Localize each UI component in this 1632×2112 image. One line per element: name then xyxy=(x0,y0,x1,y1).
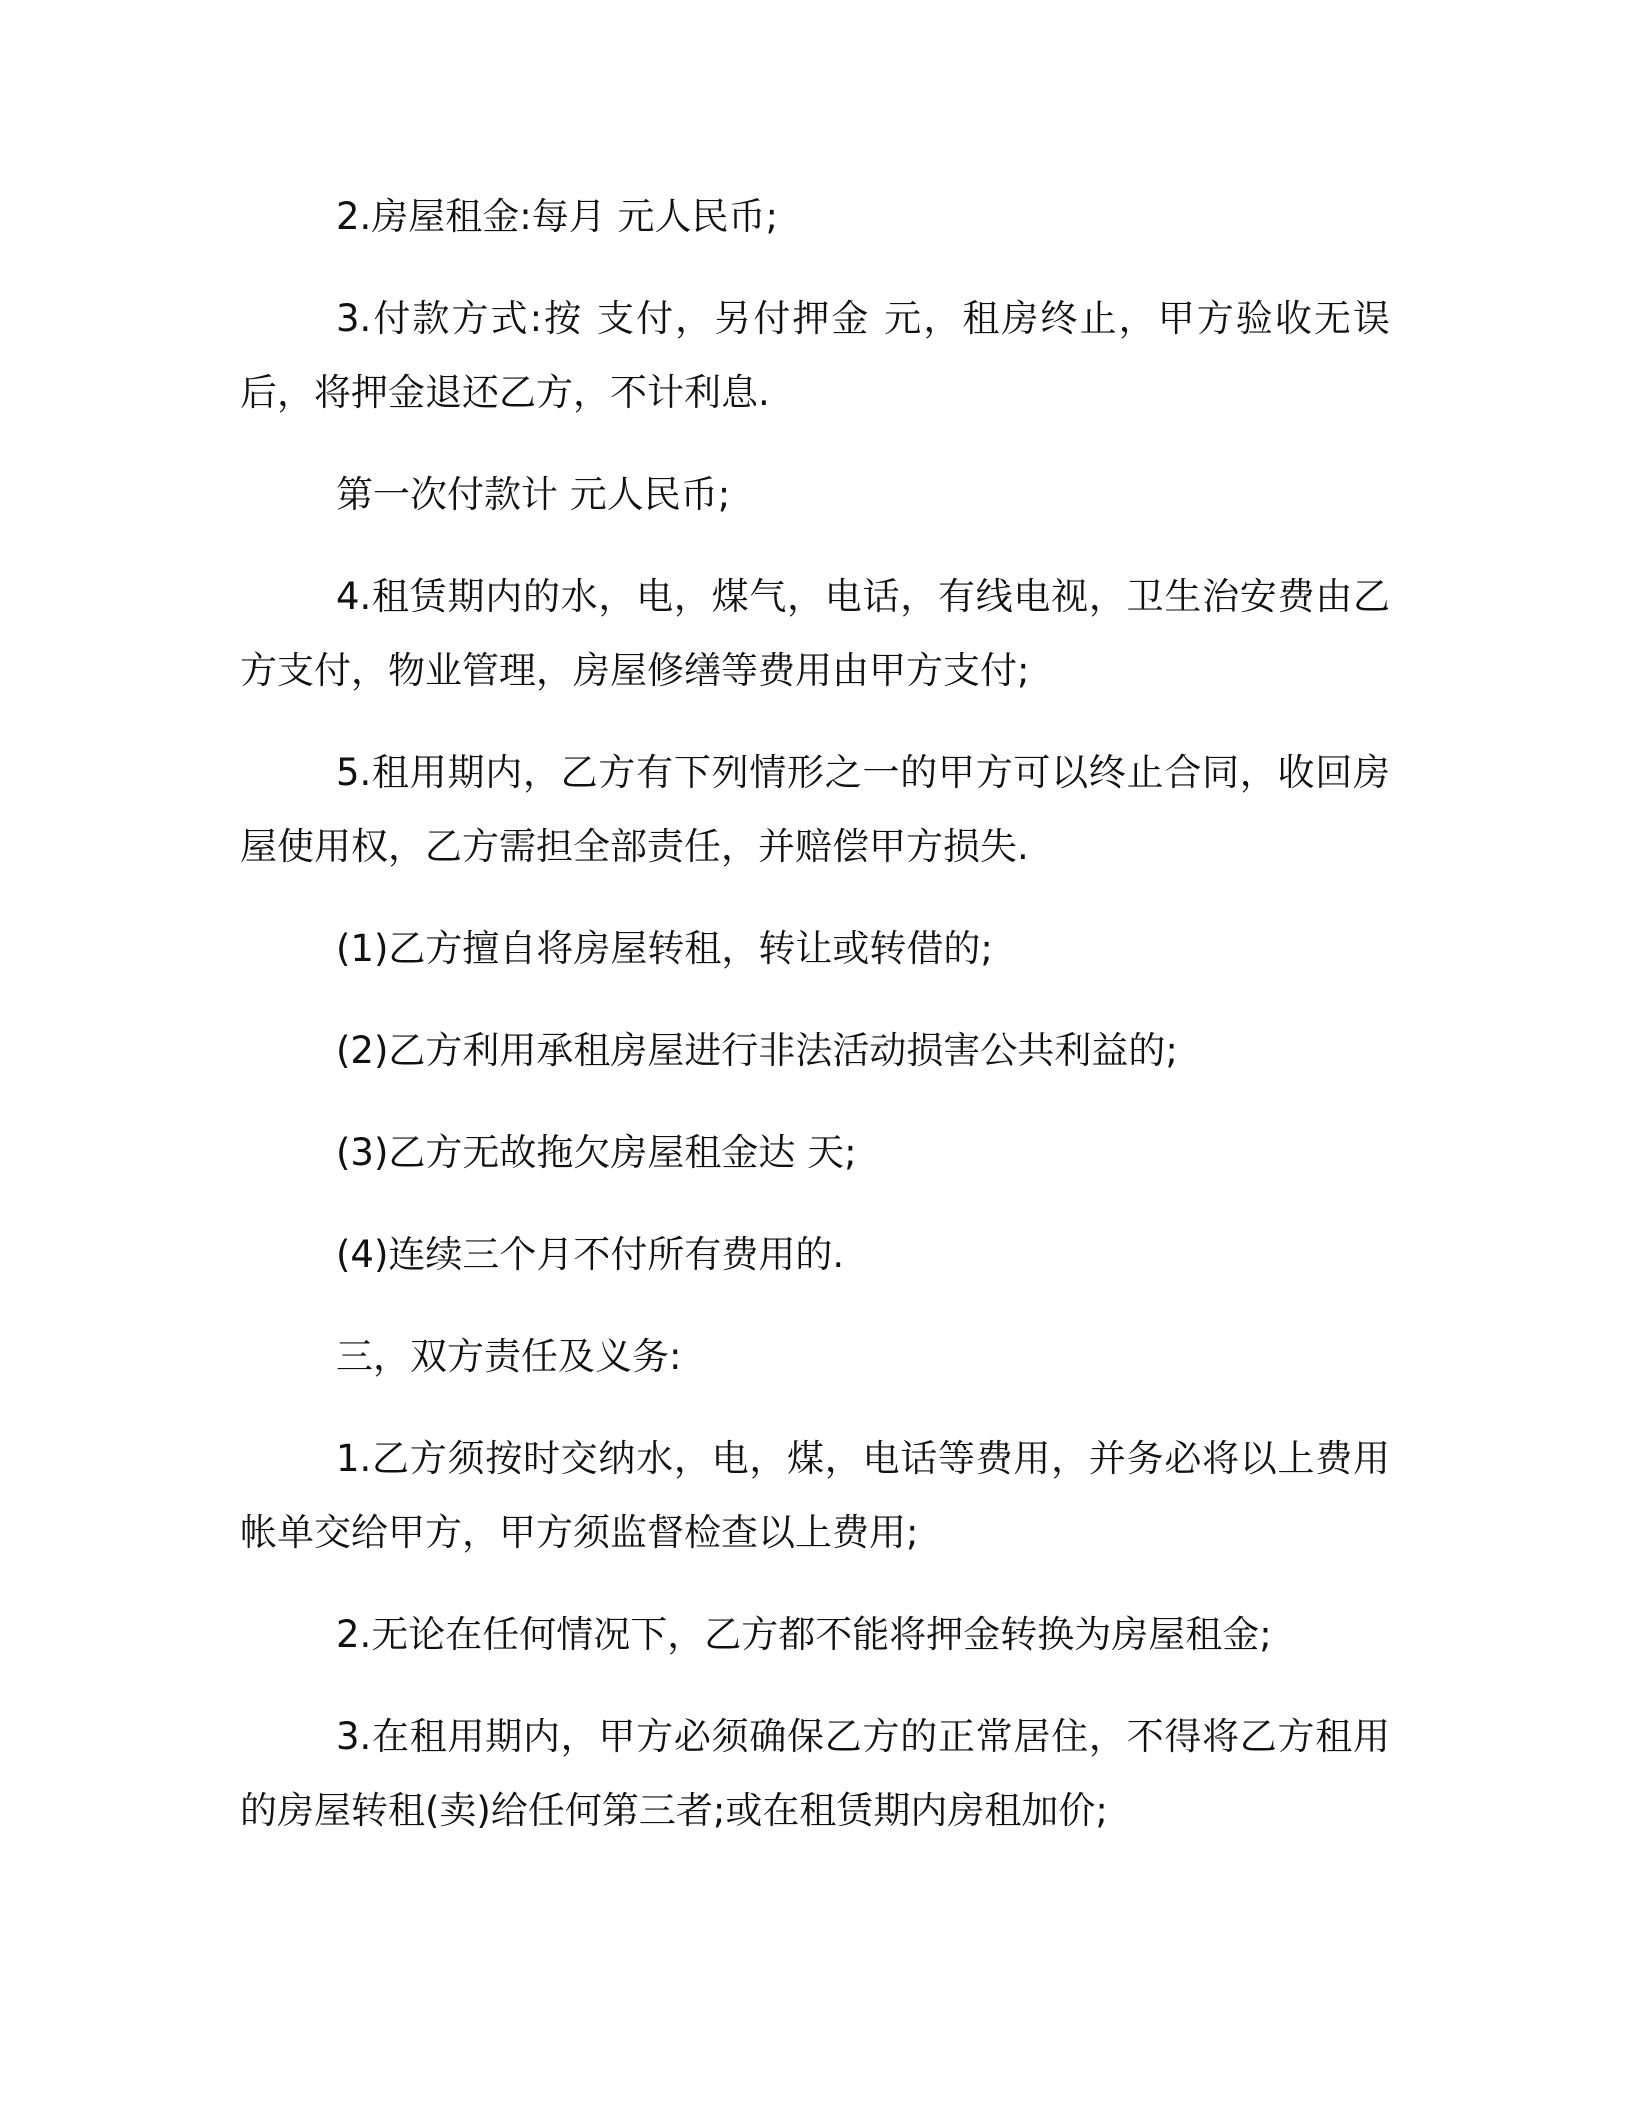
paragraph-condition-2: (2)乙方利用承租房屋进行非法活动损害公共利益的; xyxy=(336,1029,1178,1072)
paragraph-rent-amount: 2.房屋租金:每月 元人民币; xyxy=(336,195,778,238)
paragraph-condition-1: (1)乙方擅自将房屋转租，转让或转借的; xyxy=(336,927,993,970)
paragraph-first-payment: 第一次付款计 元人民币; xyxy=(336,473,731,516)
paragraph-condition-4: (4)连续三个月不付所有费用的. xyxy=(336,1233,845,1276)
paragraph-responsibility-3: 3.在租用期内，甲方必须确保乙方的正常居住，不得将乙方租用的房屋转租(卖)给任何第三者;或在租赁期内房租加价; xyxy=(240,1715,1390,1832)
paragraph-responsibility-2: 2.无论在任何情况下，乙方都不能将押金转换为房屋租金; xyxy=(336,1613,1272,1656)
paragraph-termination-conditions: 5.租用期内，乙方有下列情形之一的甲方可以终止合同，收回房屋使用权，乙方需担全部责任，并赔偿甲方损失. xyxy=(240,751,1390,868)
section-heading-responsibilities: 三，双方责任及义务: xyxy=(336,1335,682,1378)
paragraph-responsibility-1: 1.乙方须按时交纳水，电，煤，电话等费用，并务必将以上费用帐单交给甲方，甲方须监督检查以上费用; xyxy=(240,1437,1390,1554)
paragraph-payment-method: 3.付款方式:按 支付，另付押金 元，租房终止，甲方验收无误后，将押金退还乙方，不计利息. xyxy=(240,297,1390,414)
paragraph-condition-3: (3)乙方无故拖欠房屋租金达 天; xyxy=(336,1131,857,1174)
paragraph-utility-fees: 4.租赁期内的水，电，煤气，电话，有线电视，卫生治安费由乙方支付，物业管理，房屋修缮等费用由甲方支付; xyxy=(240,575,1390,692)
document-body xyxy=(240,180,1390,1876)
